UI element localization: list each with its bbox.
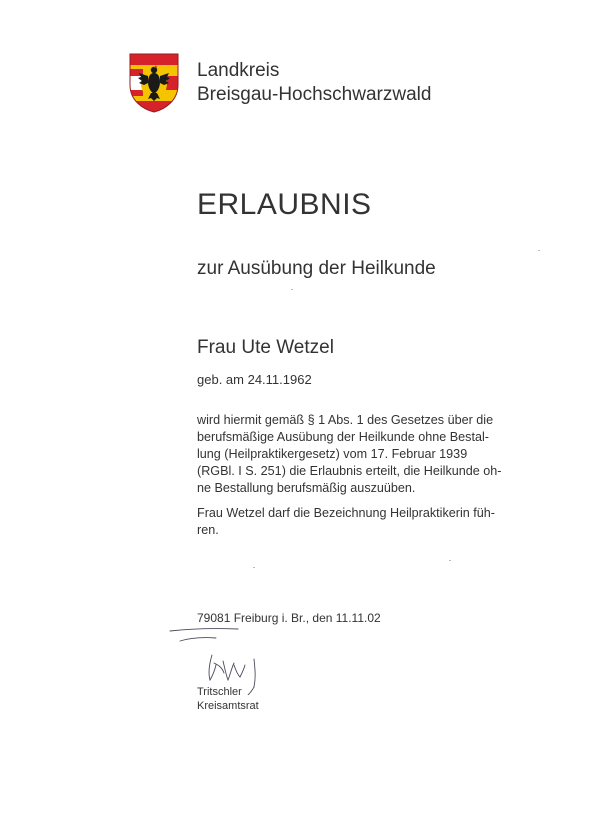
issuing-authority bbox=[197, 59, 431, 107]
authority-line-1: Landkreis bbox=[197, 60, 280, 81]
paragraph-line: berufsmäßige Ausübung der Heilkunde ohne Bestal- bbox=[197, 430, 489, 444]
document-subtitle: zur Ausübung der Heilkunde bbox=[197, 258, 436, 279]
authority-line-2: Breisgau-Hochschwarzwald bbox=[197, 84, 432, 105]
scan-speck bbox=[538, 250, 540, 251]
handwritten-signature-icon bbox=[168, 625, 278, 695]
scan-speck bbox=[449, 560, 451, 561]
title-permission-paragraph bbox=[197, 505, 527, 539]
paragraph-line: (RGBl. I S. 251) die Erlaubnis erteilt, die Heilkunde oh- bbox=[197, 464, 502, 478]
signer-role: Kreisamtsrat bbox=[197, 700, 259, 712]
signer-name: Tritschler bbox=[197, 686, 242, 698]
paragraph-line: ne Bestallung berufsmäßig auszuüben. bbox=[197, 481, 416, 495]
scan-speck bbox=[253, 567, 255, 568]
birth-date: geb. am 24.11.1962 bbox=[197, 372, 312, 387]
district-coat-of-arms-icon bbox=[129, 53, 179, 113]
paragraph-line: Frau Wetzel darf die Bezeichnung Heilpraktikerin füh- bbox=[197, 506, 495, 520]
scan-speck bbox=[291, 289, 293, 290]
document-title: ERLAUBNIS bbox=[197, 188, 372, 221]
recipient-name: Frau Ute Wetzel bbox=[197, 337, 334, 358]
permission-paragraph bbox=[197, 412, 527, 497]
paragraph-line: lung (Heilpraktikergesetz) vom 17. Februar 1939 bbox=[197, 447, 468, 461]
paragraph-line: ren. bbox=[197, 523, 219, 537]
place-and-date: 79081 Freiburg i. Br., den 11.11.02 bbox=[197, 611, 381, 625]
paragraph-line: wird hiermit gemäß § 1 Abs. 1 des Gesetzes über die bbox=[197, 413, 494, 427]
